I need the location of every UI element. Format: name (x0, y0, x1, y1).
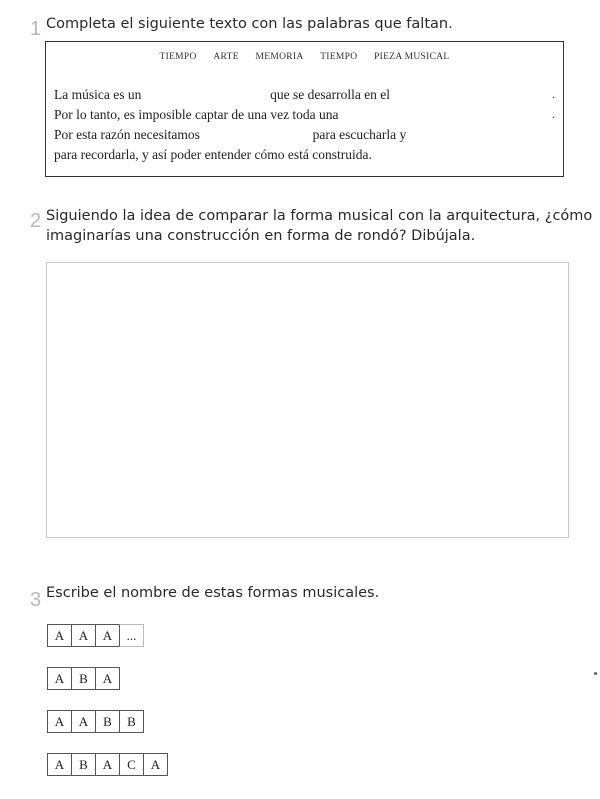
text-line-3 (54, 127, 406, 143)
question-2-number: 2 (30, 210, 42, 232)
form-row-2 (47, 667, 120, 690)
form-cell: A (47, 667, 72, 690)
form-cell: A (47, 753, 72, 776)
drawing-area[interactable] (46, 262, 569, 538)
text-segment: Por lo tanto, es imposible captar de una vez toda una (54, 107, 339, 122)
form-cell: A (95, 624, 120, 647)
form-cell: A (47, 624, 72, 647)
question-3-prompt: Escribe el nombre de estas formas musicales. (46, 585, 380, 601)
text-line-4 (54, 147, 372, 163)
question-2-prompt-line2: imaginarías una construcción en forma de rondó? Dibújala. (46, 228, 476, 244)
text-segment: que se desarrolla en el (270, 87, 391, 102)
form-cell: C (119, 753, 144, 776)
form-cell: B (95, 710, 120, 733)
form-cell: A (95, 753, 120, 776)
word-bank-item: MEMORIA (255, 52, 304, 62)
text-segment: La música es un (54, 87, 142, 102)
form-row-1 (47, 624, 144, 647)
question-1-number: 1 (30, 18, 42, 40)
text-segment: Por esta razón necesitamos (54, 127, 200, 142)
form-cell: A (47, 710, 72, 733)
line-end-dot: . (552, 107, 555, 121)
line-end-dot: . (552, 87, 555, 101)
question-1-prompt: Completa el siguiente texto con las palabras que faltan. (46, 16, 453, 32)
form-cell: A (95, 667, 120, 690)
scan-speck (594, 672, 597, 675)
form-cell: B (71, 753, 96, 776)
form-cell: B (119, 710, 144, 733)
word-bank-item: TIEMPO (159, 52, 197, 62)
word-bank-item: PIEZA MUSICAL (374, 52, 450, 62)
text-line-1 (54, 87, 390, 103)
text-line-2 (54, 107, 339, 123)
form-cell: B (71, 667, 96, 690)
text-segment: para recordarla, y así poder entender cómo está construida. (54, 147, 372, 162)
question-3-number: 3 (30, 589, 42, 611)
fill-in-box (45, 41, 564, 177)
form-cell: A (71, 710, 96, 733)
form-cell-ellipsis: ... (119, 624, 144, 647)
form-row-4 (47, 753, 168, 776)
word-bank-item: TIEMPO (320, 52, 358, 62)
form-row-3 (47, 710, 144, 733)
form-cell: A (71, 624, 96, 647)
word-bank (46, 52, 563, 62)
text-segment: para escucharla y (312, 127, 407, 142)
question-2-prompt-line1: Siguiendo la idea de comparar la forma musical con la arquitectura, ¿cómo (46, 208, 593, 224)
word-bank-item: ARTE (213, 52, 239, 62)
form-cell: A (143, 753, 168, 776)
